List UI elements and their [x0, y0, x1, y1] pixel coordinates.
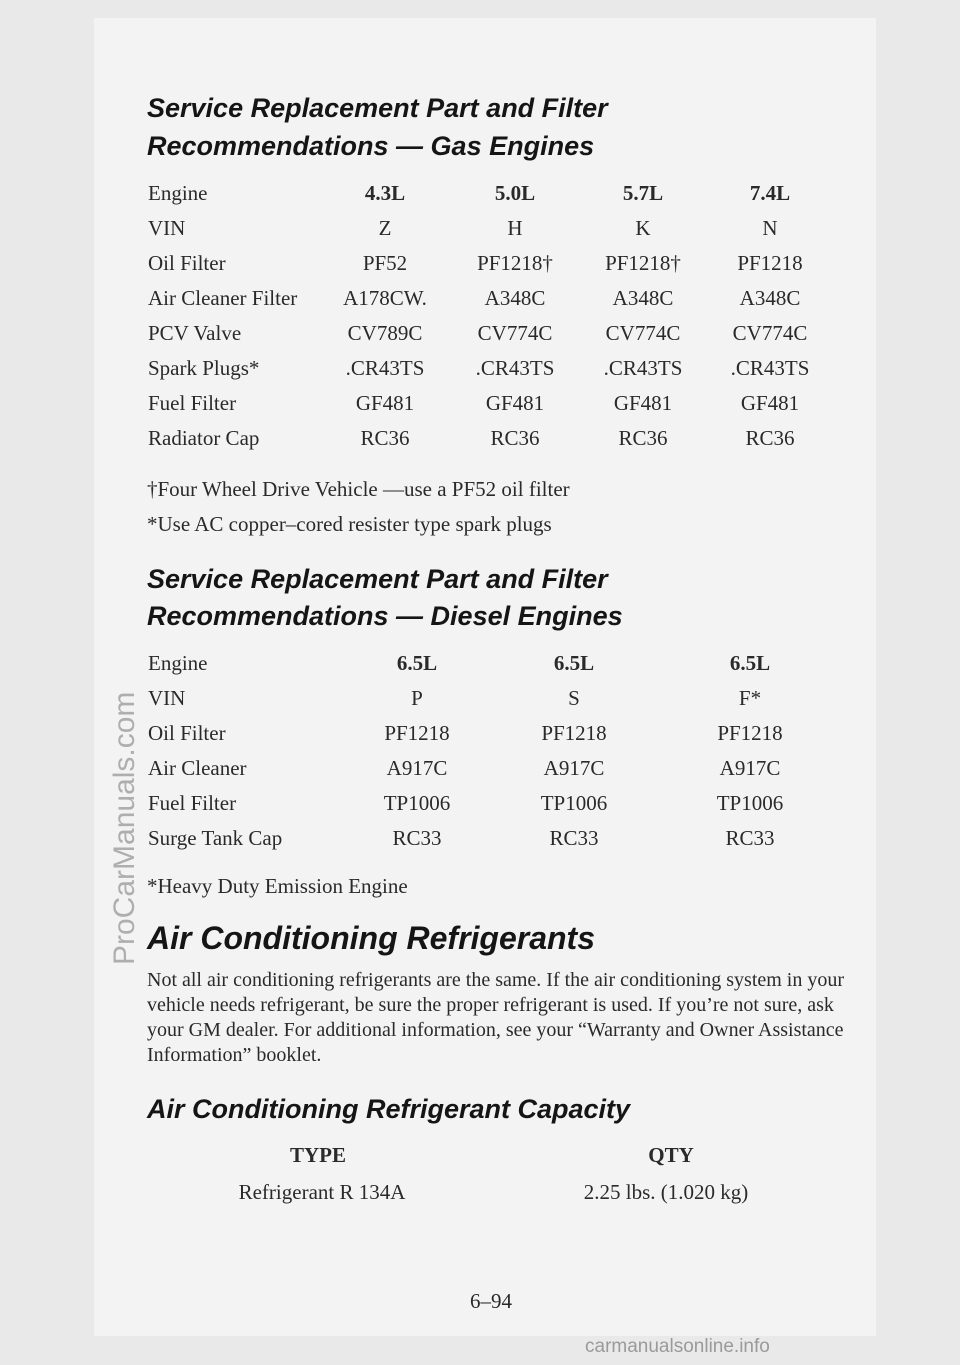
table-cell: S	[568, 686, 580, 710]
table-cell: A178CW.	[343, 286, 427, 310]
table-cell: RC33	[392, 826, 442, 850]
ac-refrigerants-title: Air Conditioning Refrigerants	[147, 920, 595, 956]
table-cell: CV774C	[477, 321, 553, 345]
table-header-cell: 5.0L	[494, 181, 536, 205]
capacity-qty-header: QTY	[648, 1143, 694, 1167]
table-cell: .CR43TS	[730, 356, 810, 380]
table-cell: PF1218	[541, 721, 607, 745]
table-row	[148, 681, 838, 716]
capacity-type-value: Refrigerant R 134A	[238, 1180, 406, 1204]
table-cell: Radiator Cap	[148, 426, 260, 450]
table-cell: Z	[378, 216, 392, 240]
gas-footnote-spark-plugs: *Use AC copper–cored resister type spark plugs	[147, 512, 552, 536]
table-cell: RC33	[549, 826, 599, 850]
table-header-row	[148, 646, 838, 681]
table-cell: A348C	[612, 286, 674, 310]
table-cell: K	[635, 216, 651, 240]
table-cell: Fuel Filter	[148, 391, 237, 415]
table-cell: CV789C	[347, 321, 423, 345]
table-cell: PF52	[362, 251, 408, 275]
table-cell: RC33	[725, 826, 775, 850]
table-cell: VIN	[148, 686, 186, 710]
table-header-cell: 5.7L	[622, 181, 664, 205]
table-cell: GF481	[740, 391, 800, 415]
table-row	[148, 246, 834, 281]
diesel-section-title-line2: Recommendations — Diesel Engines	[147, 601, 623, 631]
table-row	[148, 751, 838, 786]
table-row	[148, 716, 838, 751]
table-cell: PF1218	[384, 721, 450, 745]
table-cell: Air Cleaner	[148, 756, 247, 780]
diesel-engine-table	[148, 646, 838, 856]
table-row	[148, 351, 834, 386]
table-cell: P	[411, 686, 423, 710]
gas-section-title-line1: Service Replacement Part and Filter	[147, 93, 608, 123]
table-cell: PF1218†	[605, 251, 681, 275]
table-cell: PF1218†	[477, 251, 553, 275]
table-cell: PCV Valve	[148, 321, 242, 345]
table-cell: Oil Filter	[148, 721, 226, 745]
table-cell: PF1218	[717, 721, 783, 745]
footer-watermark: carmanualsonline.info	[585, 1336, 770, 1357]
table-cell: Spark Plugs*	[148, 356, 260, 380]
side-watermark: ProCarManuals.com	[108, 691, 141, 965]
diesel-section-title-line1: Service Replacement Part and Filter	[147, 564, 608, 594]
table-header-cell: Engine	[148, 181, 208, 205]
table-cell: A917C	[386, 756, 448, 780]
table-header-cell: 6.5L	[396, 651, 438, 675]
ac-capacity-title: Air Conditioning Refrigerant Capacity	[147, 1094, 631, 1124]
table-cell: A348C	[739, 286, 801, 310]
capacity-type-header: TYPE	[289, 1143, 347, 1167]
table-cell: GF481	[613, 391, 673, 415]
table-cell: Air Cleaner Filter	[148, 286, 298, 310]
gas-section-title-line2: Recommendations — Gas Engines	[147, 131, 595, 161]
table-cell: GF481	[485, 391, 545, 415]
table-cell: Oil Filter	[148, 251, 226, 275]
table-cell: CV774C	[605, 321, 681, 345]
ac-refrigerants-paragraph: Not all air conditioning refrigerants are the same. If the air conditioning system in your vehicle needs refrigerant, be sure the proper refrigerant is used. If you’re not sure, ask your GM dealer. For additional information, see your “Warranty and Owner Assistance Information” booklet.	[147, 969, 845, 1066]
table-cell: RC36	[745, 426, 795, 450]
table-cell: TP1006	[383, 791, 451, 815]
table-cell: VIN	[148, 216, 186, 240]
table-cell: GF481	[355, 391, 415, 415]
table-row	[148, 421, 834, 456]
table-header-cell: 4.3L	[364, 181, 406, 205]
table-cell: .CR43TS	[475, 356, 555, 380]
table-cell: Fuel Filter	[148, 791, 237, 815]
table-cell: .CR43TS	[345, 356, 425, 380]
table-cell: N	[762, 216, 778, 240]
gas-engine-table	[148, 176, 834, 456]
table-row	[148, 211, 834, 246]
table-header-cell: 6.5L	[729, 651, 771, 675]
gas-footnote-oil-filter: †Four Wheel Drive Vehicle —use a PF52 oil filter	[147, 477, 570, 501]
table-header-row	[148, 176, 834, 211]
page-number: 6–94	[470, 1289, 512, 1313]
table-cell: A917C	[719, 756, 781, 780]
table-row	[148, 281, 834, 316]
table-cell: CV774C	[732, 321, 808, 345]
table-header-cell: 6.5L	[553, 651, 595, 675]
table-cell: .CR43TS	[603, 356, 683, 380]
table-cell: RC36	[360, 426, 410, 450]
table-cell: TP1006	[716, 791, 784, 815]
diesel-footnote: *Heavy Duty Emission Engine	[147, 874, 408, 898]
table-row	[148, 786, 838, 821]
table-row	[148, 386, 834, 421]
table-cell: H	[507, 216, 523, 240]
table-cell: Surge Tank Cap	[148, 826, 283, 850]
table-cell: A917C	[543, 756, 605, 780]
table-row	[148, 316, 834, 351]
table-cell: RC36	[618, 426, 668, 450]
table-cell: A348C	[484, 286, 546, 310]
table-row	[148, 821, 838, 856]
table-cell: F*	[738, 686, 762, 710]
table-cell: PF1218	[737, 251, 803, 275]
table-cell: RC36	[490, 426, 540, 450]
table-header-cell: 7.4L	[749, 181, 791, 205]
table-cell: TP1006	[540, 791, 608, 815]
capacity-qty-value: 2.25 lbs. (1.020 kg)	[583, 1180, 749, 1204]
table-header-cell: Engine	[148, 651, 208, 675]
